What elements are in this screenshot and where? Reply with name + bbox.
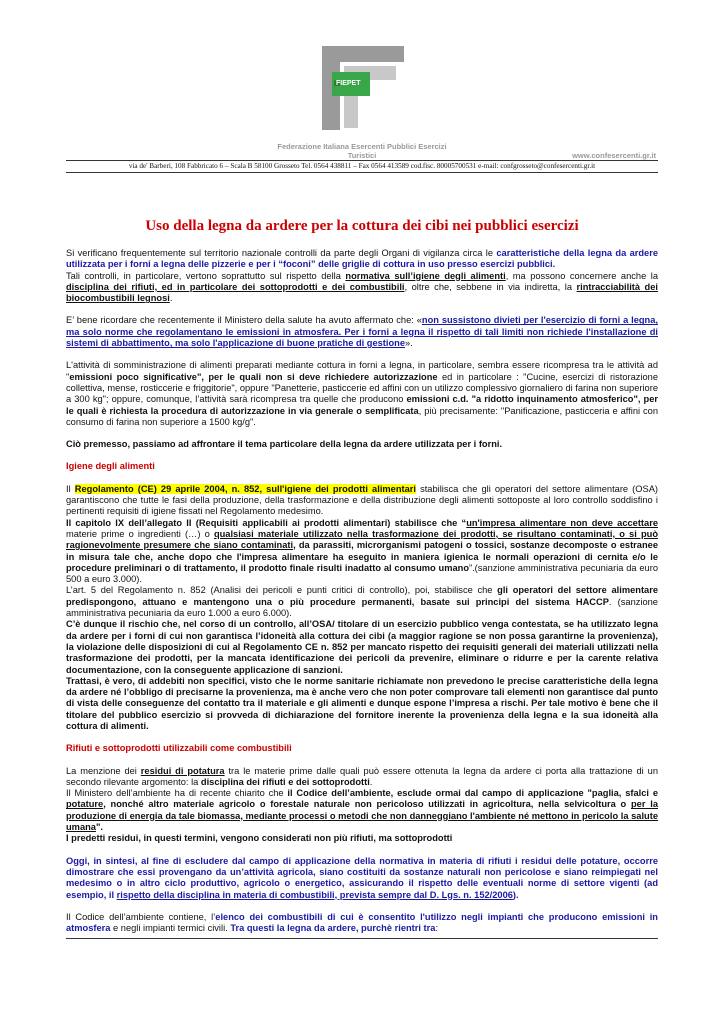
logo-text: FIEPET [336, 80, 361, 87]
paragraph-regulation: Il Regolamento (CE) 29 aprile 2004, n. 852, sull'igiene dei prodotti alimentari stabilisca che gli operatori del settore alimentare (OSA) garantiscono che tutte le fasi della produzione, della trasformazione e della distribuzione degli alimenti sottoposte al loro controllo soddisfino i pertinenti requisiti di igiene fissati nel Regolamento medesimo. [66, 483, 659, 517]
paragraph-fuel-list: Il Codice dell’ambiente contiene, l’elenco dei combustibili di cui è consentito l'utilizzo negli impianti che producono emissioni in atmosfera e negli impianti termici civili. Tra questi la legna da ardere, purchè rientri tra: [66, 911, 658, 934]
header-divider-bottom [66, 172, 658, 173]
document-title: Uso della legna da ardere per la cottura dei cibi nei pubblici esercizi [145, 218, 579, 234]
website-link[interactable]: www.confesercenti.gr.it [572, 151, 656, 160]
footer-divider [66, 938, 658, 939]
paragraph-pruning: La menzione dei residui di potatura tra le materie prime dalle quali può essere ottenuta la legna da ardere ci porta alla trattazione di un secondo rilevante argomento: la disciplina dei rifiuti e dei sottoprodotti. [66, 765, 658, 787]
paragraph-intro: Si verificano frequentemente sul territorio nazionale controlli da parte degli Organi di vigilanza circa le caratteristiche della legna da ardere utilizzata per i forni a legna delle pizzerie e per i “foconi” delle griglie di cottura in uso presso esercizi pubblici. Tali controlli, in particolare, vertono soprattutto sul rispetto della normativa sull’igiene degli alimenti, ma possono concernere anche la disciplina dei rifiuti, ed in particolare dei sottoprodotti e dei combustibili, oltre che, sebbene in via indiretta, la rintracciabilità dei biocombustibili legnosi. [66, 248, 658, 304]
paragraph-premise: Ciò premesso, passiamo ad affrontare il tema particolare della legna da ardere utilizzata per i forni. [66, 439, 503, 450]
header-divider-top [66, 160, 658, 161]
heading-hygiene: Igiene degli alimenti [66, 461, 155, 472]
paragraph-article-5: L’art. 5 del Regolamento n. 852 (Analisi dei pericoli e punti critici di controllo), poi, stabilisce che gli operatori del settore alimentare predispongono, attuano e mantengono una o più procedure permanenti, basate sui principi del sistema HACCP. (sanzione amministrativa pecuniaria da euro 1.000 a euro 6.000). [66, 585, 658, 619]
federation-line2: Turistici [347, 151, 377, 160]
heading-waste: Rifiuti e sottoprodotti utilizzabili come combustibili [66, 743, 292, 754]
fiepet-logo [318, 42, 408, 134]
paragraph-ministry: E’ bene ricordare che recentemente il Ministero della salute ha avuto affermato che: «non sussistono divieti per l'esercizio di forni a legna, ma solo norme che regolamentano le emissioni in atmosfera. Per i forni a legna il rispetto di tali limiti non richiede l'installazione di sistemi di abbattimento, ma solo l'applicazione di buone pratiche di gestione». [66, 315, 658, 349]
paragraph-chapter-ix: Il capitolo IX dell’allegato II (Requisiti applicabili ai prodotti alimentari) stabilisce che “un'impresa alimentare non deve accettare materie prime o ingredienti (…) o qualsiasi materiale utilizzato nella trasformazione dei prodotti, se risultano contaminati, o si può ragionevolmente presumere che siano contaminati, da parassiti, microrganismi patogeni o tossici, sostanze decomposte o estranee in misura tale che, anche dopo che l'impresa alimentare ha eseguito in maniera igienica le normali operazioni di cernita e/o le procedure preliminari o di trattamento, il prodotto finale risulti inadatto al consumo umano”.(sanzione amministrativa pecuniaria da euro 500 a euro 3.000). [66, 517, 658, 585]
address-line: via de' Barberi, 108 Fabbricato 6 – Scala B 58100 Grosseto Tel. 0564 438811 – Fax 0564 413589 cod.fisc. 80005700531 e-mail: confgrosseto@confesercenti.gr.it [128, 162, 596, 170]
paragraph-summary: Oggi, in sintesi, al fine di escludere dal campo di applicazione della normativa in materia di rifiuti i residui delle potature, occorre dimostrare che essi provengano da un’attività agricola, siano costituiti da sostanze naturali non pericolose e siano reimpiegati nel medesimo o in altro ciclo produttivo, agricolo o energetico, assicurando il rispetto delle eventuali norme di settore vigenti (ad esempio, il rispetto della disciplina in materia di combustibili, prevista sempre dal D. Lgs. n. 152/2006). [66, 855, 658, 900]
federation-line1: Federazione Italiana Esercenti Pubblici Esercizi [277, 142, 447, 151]
document-body [66, 248, 658, 945]
paragraph-risk: C’è dunque il rischio che, nel corso di un controllo, all’OSA/ titolare di un esercizio pubblico venga contestata, se ha utilizzato legna da ardere per i forni di cui non garantisca l’idoneità alla cottura dei cibi (a maggior ragione se non possa garantirne la provenienza), la violazione delle disposizioni di cui al Regolamento CE n. 852 per mancato rispetto dei requisiti generali dei materiali utilizzati nella trasformazione dei prodotti, per la mancata identificazione dei pericoli da prevenire, eliminare o ridurre e per la carente relativa documentazione, con la conseguente applicazione di sanzioni. [66, 619, 658, 675]
paragraph-environment-code: Il Ministero dell’ambiente ha di recente chiarito che il Codice dell’ambiente, esclude ormai dal campo di applicazione "paglia, sfalci e potature, nonché altro materiale agricolo o forestale naturale non pericoloso utilizzati in agricoltura, nella selvicoltura o per la produzione di energia da tale biomassa, mediante processi o metodi che non danneggiano l'ambiente né mettono in pericolo la salute umana". [66, 788, 659, 833]
paragraph-charges: Trattasi, è vero, di addebiti non specifici, visto che le norme sanitarie richiamate non prevedono le precise caratteristiche della legna da ardere né l’obbligo di precisarne la provenienza, ma è anche vero che non poter comprovare tali elementi non garantisce dal punto di vista delle conseguenze del contatto tra il materiale e gli alimenti e dunque espone l’impresa a rischi. Per tale motivo è bene che il titolare del pubblico esercizio si provveda di dichiarazione del fornitore inerente la provenienza della legna e la sua idoneità alla cottura di alimenti. [66, 675, 658, 731]
paragraph-byproducts: I predetti residui, in questi termini, vengono considerati non più rifiuti, ma sottoprodotti [66, 833, 453, 844]
paragraph-emissions: L'attività di somministrazione di alimenti preparati mediante cottura in forni a legna, in particolare, sembra essere ricompresa tra le attività ad "emissioni poco significative", per le quali non si deve richiedere autorizzazione ed in particolare : "Cucine, esercizi di ristorazione collettiva, mense, rosticcerie e friggitorie", oppure "Panetterie, pasticcerie ed affini con un utilizzo complessivo giornaliero di farina non superiore a 300 kg"; oppure, comunque, l’attività sarà ricompresa tra quelle che producono emissioni c.d. "a ridotto inquinamento atmosferico", per le quali è richiesta la procedura di autorizzazione in via generale o semplificata, più precisamente: "Panificazione, pasticceria e affini con consumo di farina non superiore a 1500 kg/g". [66, 360, 659, 427]
